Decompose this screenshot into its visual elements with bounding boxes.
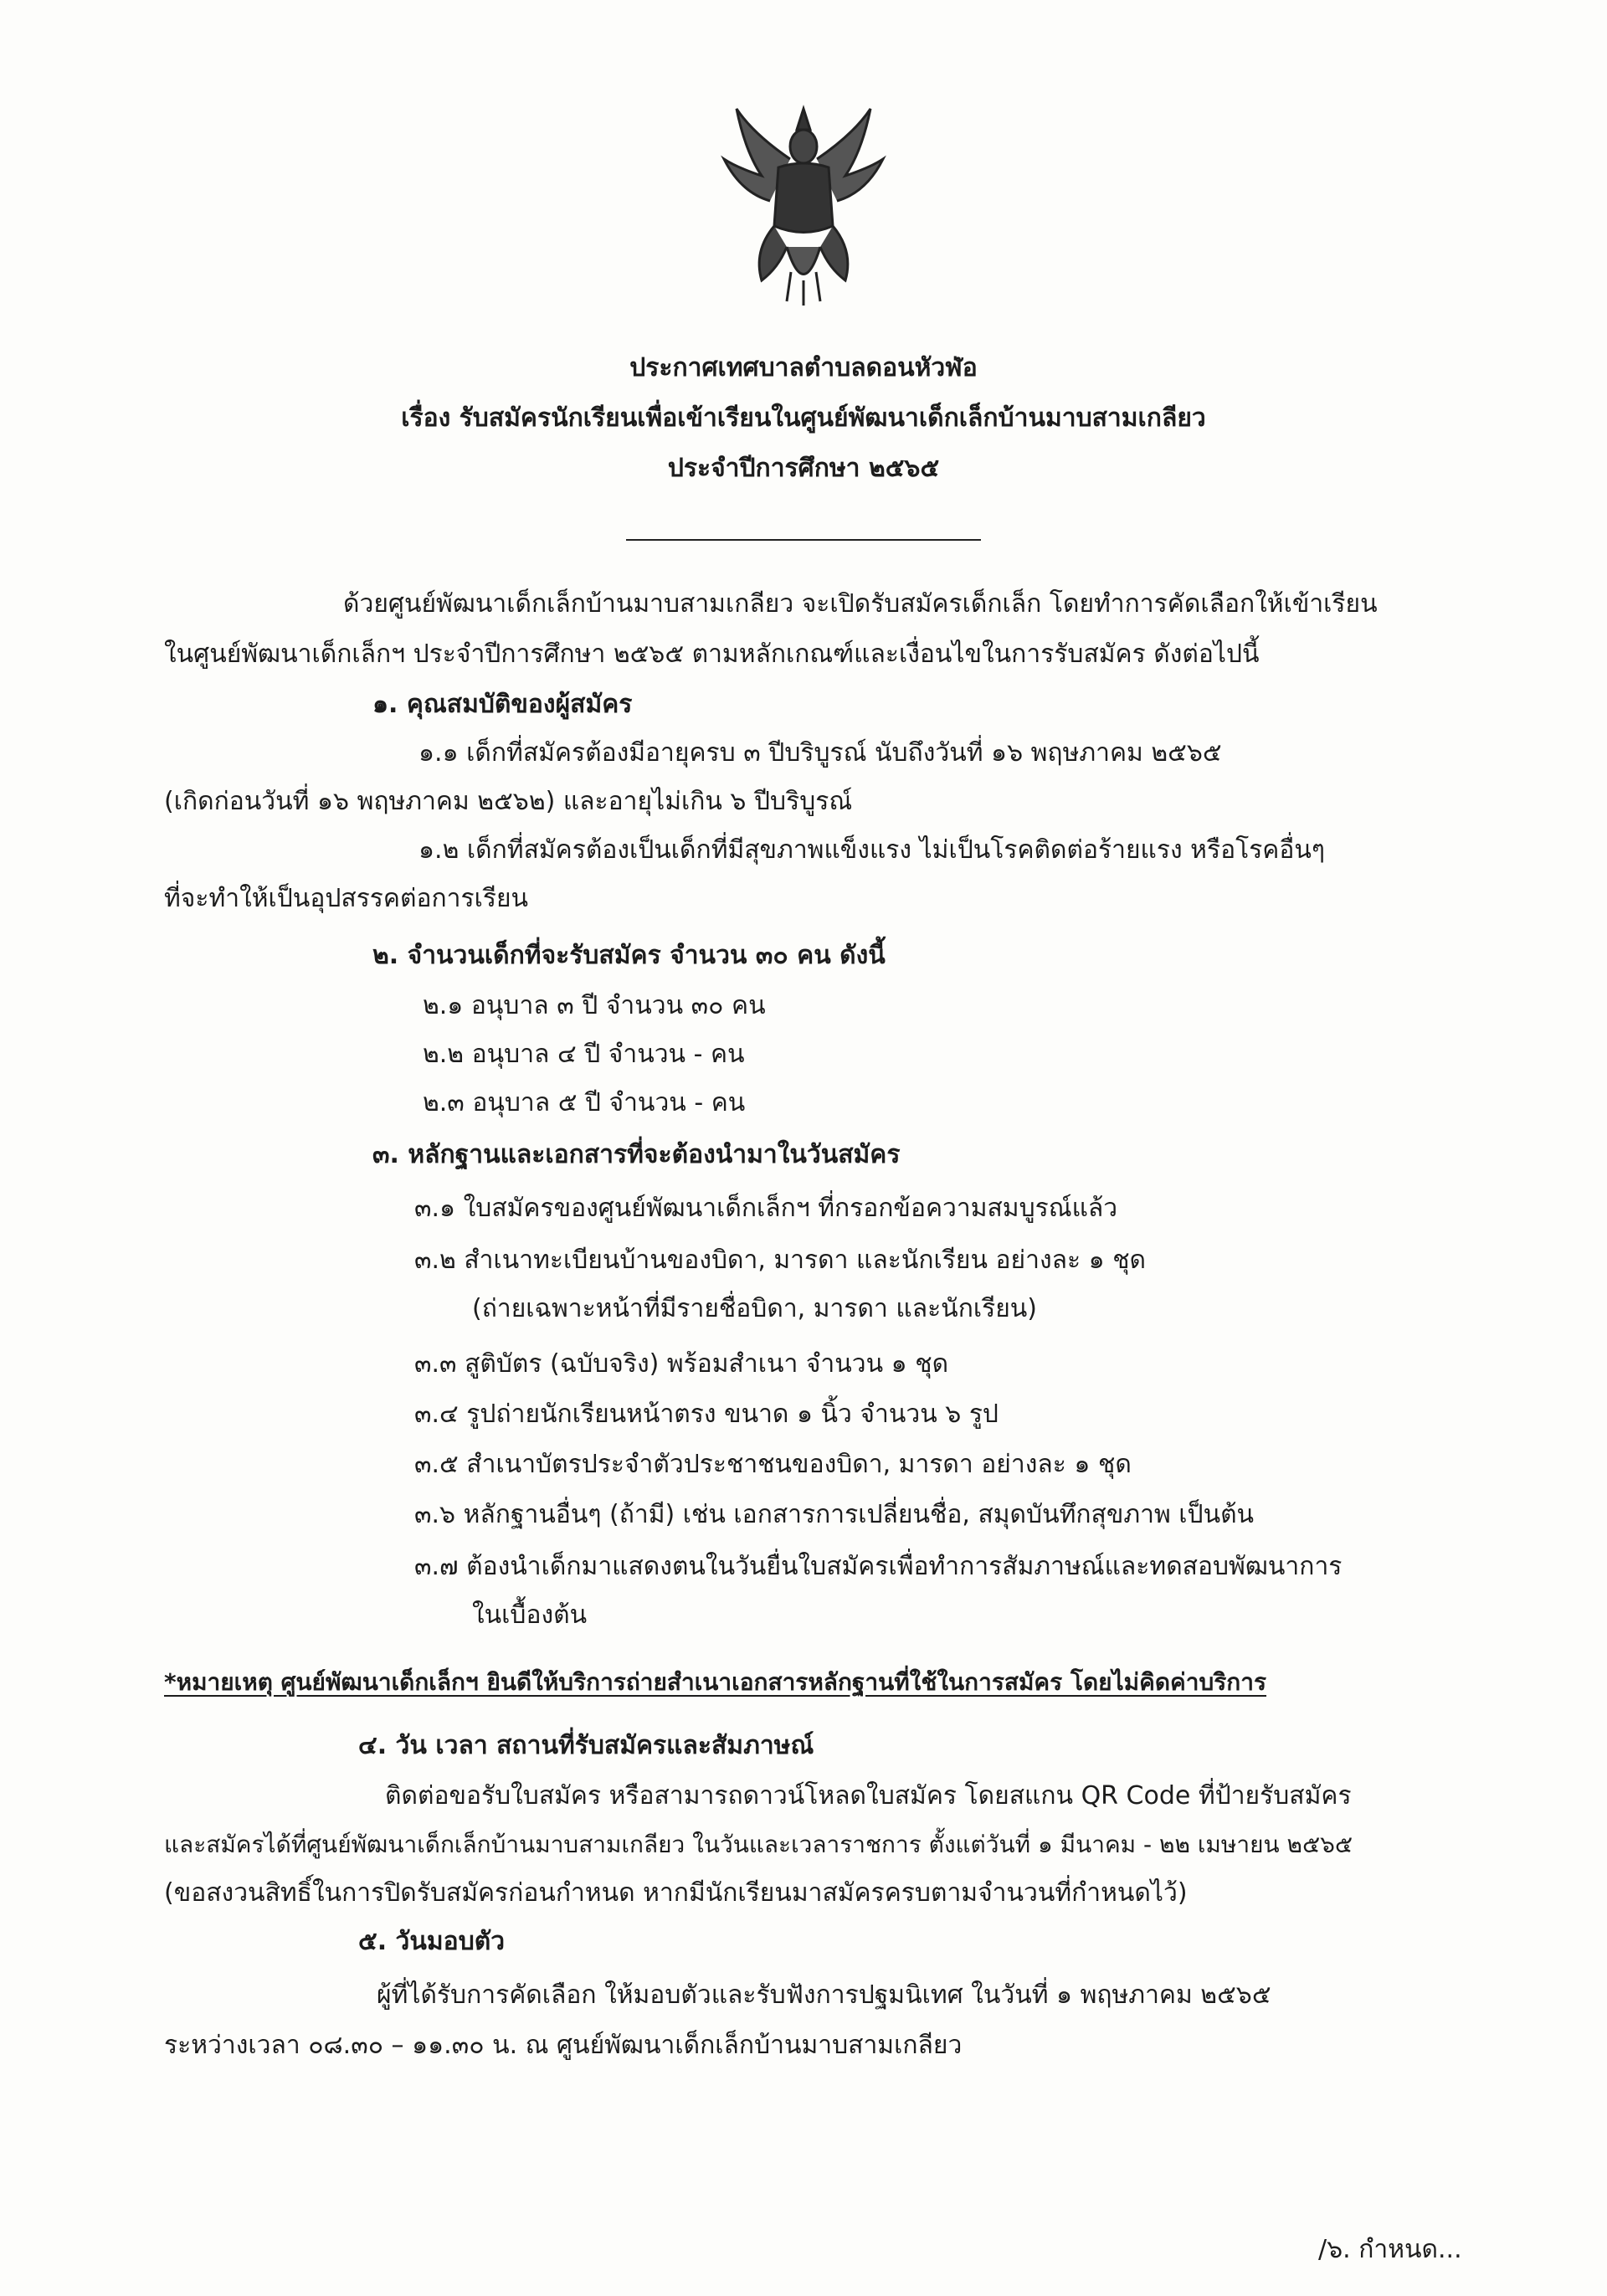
section-5-line-2: ระหว่างเวลา ๐๘.๓๐ – ๑๑.๓๐ น. ณ ศูนย์พัฒนาเด็กเล็กบ้านมาบสามเกลียว — [164, 2031, 963, 2060]
section-4-line-3: (ขอสงวนสิทธิ์ในการปิดรับสมัครก่อนกำหนด หากมีนักเรียนมาสมัครครบตามจำนวนที่กำหนดไว้) — [164, 1878, 1188, 1908]
intro-line-2: ในศูนย์พัฒนาเด็กเล็กฯ ประจำปีการศึกษา ๒๕๖๕ ตามหลักเกณฑ์และเงื่อนไขในการรับสมัคร ดังต่อไปนี้ — [164, 639, 1260, 669]
section-3-item-5: ๓.๕ สำเนาบัตรประจำตัวประชาชนของบิดา, มารดา อย่างละ ๑ ชุด — [414, 1450, 1132, 1479]
section-3-item-7-cont: ในเบื้องต้น — [472, 1600, 588, 1630]
section-5-line-1: ผู้ที่ได้รับการคัดเลือก ให้มอบตัวและรับฟังการปฐมนิเทศ ในวันที่ ๑ พฤษภาคม ๒๕๖๕ — [377, 1980, 1271, 2010]
announcement-subject: เรื่อง รับสมัครนักเรียนเพื่อเข้าเรียนในศูนย์พัฒนาเด็กเล็กบ้านมาบสามเกลียว — [401, 403, 1206, 433]
section-1-item-1: ๑.๑ เด็กที่สมัครต้องมีอายุครบ ๓ ปีบริบูรณ์ นับถึงวันที่ ๑๖ พฤษภาคม ๒๕๖๕ — [418, 738, 1222, 768]
section-3-item-2-note: (ถ่ายเฉพาะหน้าที่มีรายชื่อบิดา, มารดา และนักเรียน) — [472, 1294, 1038, 1323]
garuda-emblem-icon — [720, 100, 887, 310]
announcement-year: ประจำปีการศึกษา ๒๕๖๕ — [667, 454, 940, 483]
section-3-item-7: ๓.๗ ต้องนำเด็กมาแสดงตนในวันยื่นใบสมัครเพื่อทำการสัมภาษณ์และทดสอบพัฒนาการ — [414, 1552, 1343, 1581]
section-3-item-1: ๓.๑ ใบสมัครของศูนย์พัฒนาเด็กเล็กฯ ที่กรอกข้อความสมบูรณ์แล้ว — [414, 1194, 1118, 1223]
section-1-heading: ๑. คุณสมบัติของผู้สมัคร — [372, 690, 633, 719]
section-2-item: ๒.๒ อนุบาล ๔ ปี จำนวน - คน — [423, 1040, 745, 1069]
section-3-item-3: ๓.๓ สูติบัตร (ฉบับจริง) พร้อมสำเนา จำนวน ๑ ชุด — [414, 1349, 949, 1379]
section-3-item-4: ๓.๔ รูปถ่ายนักเรียนหน้าตรง ขนาด ๑ นิ้ว จำนวน ๖ รูป — [414, 1400, 999, 1429]
section-1-item-1-cont: (เกิดก่อนวันที่ ๑๖ พฤษภาคม ๒๕๖๒) และอายุไม่เกิน ๖ ปีบริบูรณ์ — [164, 787, 853, 816]
section-2-item: ๒.๑ อนุบาล ๓ ปี จำนวน ๓๐ คน — [423, 991, 766, 1020]
section-4-heading: ๔. วัน เวลา สถานที่รับสมัครและสัมภาษณ์ — [358, 1731, 814, 1760]
section-1-item-2: ๑.๒ เด็กที่สมัครต้องเป็นเด็กที่มีสุขภาพแข็งแรง ไม่เป็นโรคติดต่อร้ายแรง หรือโรคอื่นๆ — [418, 835, 1326, 865]
section-5-heading: ๕. วันมอบตัว — [358, 1927, 506, 1956]
section-4-line-2: และสมัครได้ที่ศูนย์พัฒนาเด็กเล็กบ้านมาบสามเกลียว ในวันและเวลาราชการ ตั้งแต่วันที่ ๑ มีนาคม - ๒๒ เมษายน ๒๕๖๕ — [164, 1831, 1353, 1858]
section-2-item: ๒.๓ อนุบาล ๕ ปี จำนวน - คน — [423, 1088, 746, 1117]
continuation-marker: /๖. กำหนด... — [1318, 2235, 1462, 2264]
section-3-heading: ๓. หลักฐานและเอกสารที่จะต้องนำมาในวันสมัคร — [372, 1140, 901, 1169]
section-2-heading: ๒. จำนวนเด็กที่จะรับสมัคร จำนวน ๓๐ คน ดังนี้ — [372, 941, 886, 970]
remark-note: *หมายเหตุ ศูนย์พัฒนาเด็กเล็กฯ ยินดีให้บริการถ่ายสำเนาเอกสารหลักฐานที่ใช้ในการสมัคร โดยไม่คิดค่าบริการ — [164, 1668, 1267, 1696]
announcement-title: ประกาศเทศบาลตำบลดอนหัวฬ่อ — [629, 353, 978, 383]
section-3-item-2: ๓.๒ สำเนาทะเบียนบ้านของบิดา, มารดา และนักเรียน อย่างละ ๑ ชุด — [414, 1246, 1147, 1275]
title-divider — [626, 539, 981, 541]
section-3-item-6: ๓.๖ หลักฐานอื่นๆ (ถ้ามี) เช่น เอกสารการเปลี่ยนชื่อ, สมุดบันทึกสุขภาพ เป็นต้น — [414, 1500, 1255, 1529]
section-4-line-1: ติดต่อขอรับใบสมัคร หรือสามารถดาวน์โหลดใบสมัคร โดยสแกน QR Code ที่ป้ายรับสมัคร — [385, 1781, 1352, 1811]
intro-line-1: ด้วยศูนย์พัฒนาเด็กเล็กบ้านมาบสามเกลียว จะเปิดรับสมัครเด็กเล็ก โดยทำการคัดเลือกให้เข้าเรียน — [343, 589, 1378, 619]
section-1-item-2-cont: ที่จะทำให้เป็นอุปสรรคต่อการเรียน — [164, 884, 529, 913]
